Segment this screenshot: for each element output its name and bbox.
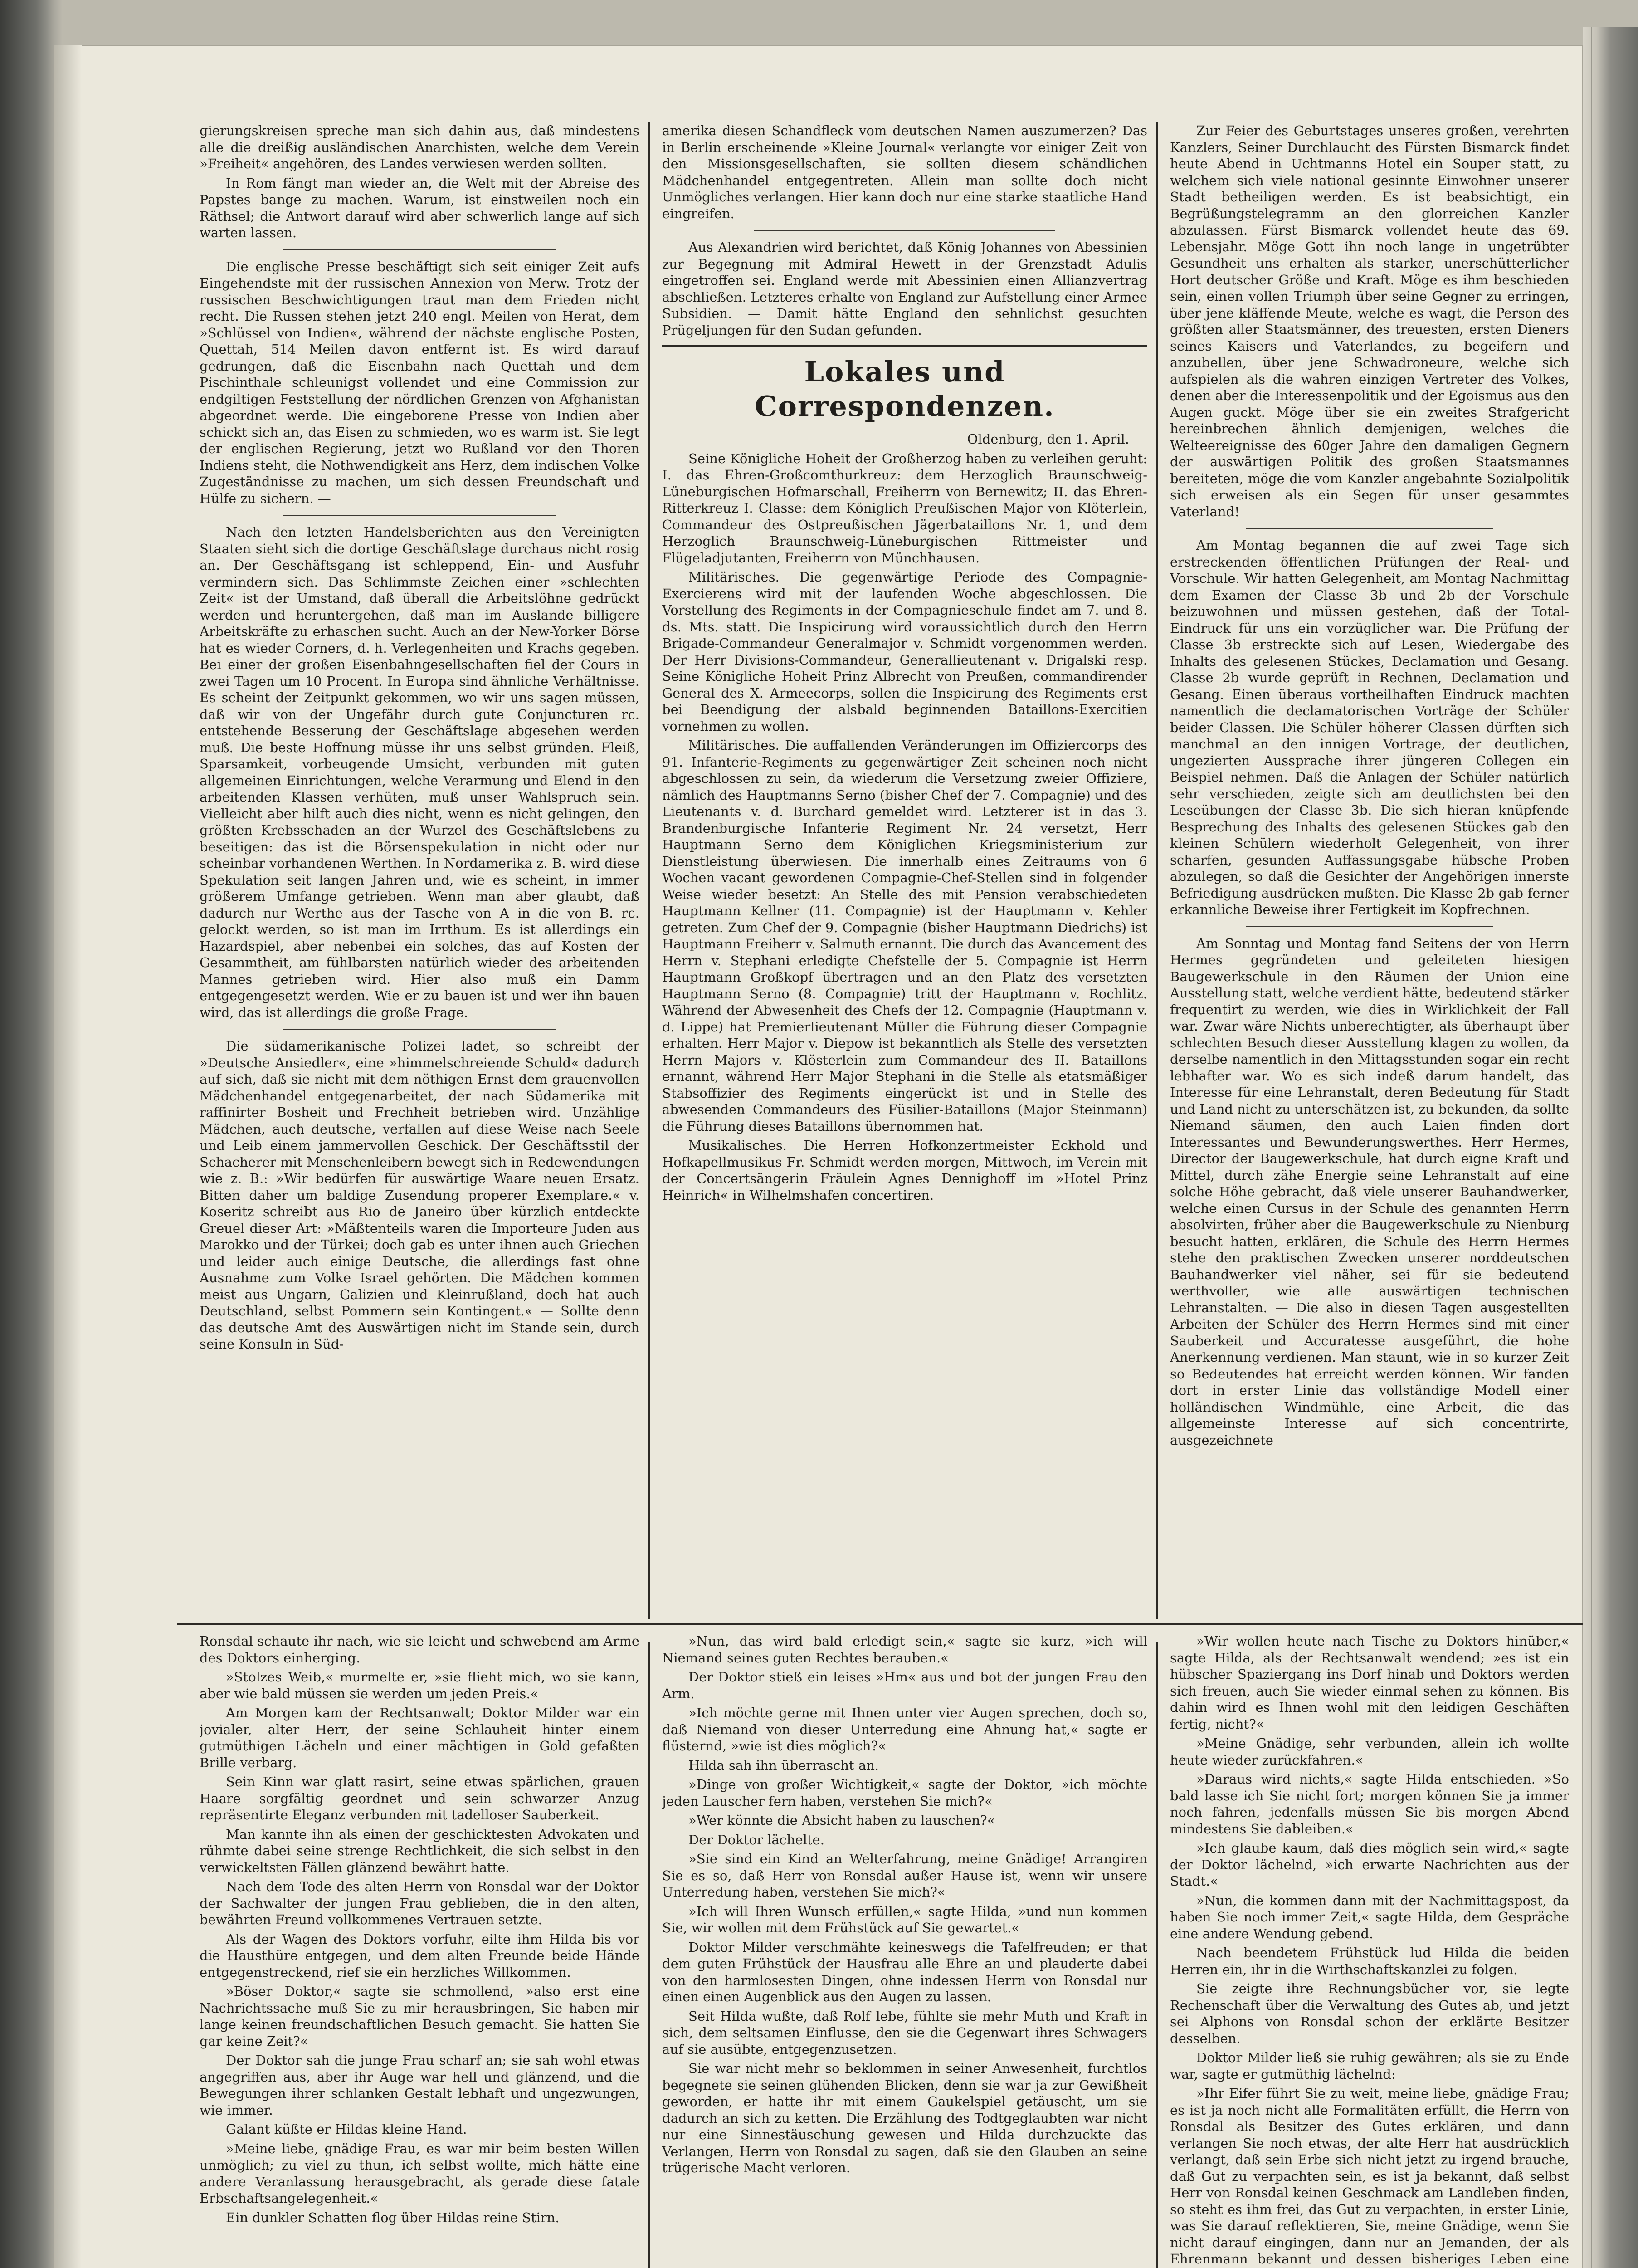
paragraph: In Rom fängt man wieder an, die Welt mit der Abreise des Papstes bange zu machen. Warum, ist einstweilen noch ein Räthsel; die Antwort darauf wird aber schwerlich lange auf sich warten lassen. (200, 175, 639, 240)
dateline: Oldenburg, den 1. April. (967, 431, 1129, 447)
paragraph: Die südamerikanische Polizei ladet, so schreibt der »Deutsche Ansiedler«, eine »himmelschreiende Schuld« dadurch auf sich, daß sie nicht mit dem nöthigen Ernst dem grauenvollen Mädchenhandel entgegenarbeitet, der nach Südamerika mit raffinirter Bosheit und Frechheit betrieben wird. Unzählige Mädchen, auch deutsche, verfallen auf diese Weise nach Seele und Leib einem jammervollen Geschick. Der Geschäftsstil der Schacherer mit Menschenleibern bewegt sich in Redewendungen wie z. B.: »Wir bedürfen für auswärtige Waare neuen Ersatz. Bitten daher um baldige Zusendung properer Exemplare.« v. Koseritz schreibt aus Rio de Janeiro über kürzlich entdeckte Greuel dieser Art: »Mäßtenteils waren die Importeure Juden aus Marokko und der Türkei; doch gab es unter ihnen auch Griechen und leider auch einige Deutsche, die allerdings fast ohne Ausnahme zum Volke Israel gehörten. Die Mädchen kommen meist aus Ungarn, Galizien und Kleinrußland, doch hat auch Deutschland, selbst Pommern sein Kontingent.« — Sollte denn das deutsche Amt des Auswärtigen nicht im Stande sein, durch seine Konsuln in Süd- (200, 1038, 639, 1352)
paragraph: Nach beendetem Frühstück lud Hilda die beiden Herren ein, ihr in die Wirthschaftskanzlei zu folgen. (1170, 1945, 1569, 1977)
paragraph: Nach dem Tode des alten Herrn von Ronsdal war der Doktor der Sachwalter der jungen Frau geblieben, die in den alten, bewährten Freund vollkommenes Vertrauen setzte. (200, 1879, 639, 1927)
paragraph: Am Morgen kam der Rechtsanwalt; Doktor Milder war ein jovialer, alter Herr, der seine Schlauheit hinter einem gutmüthigen Lächeln und einer mächtigen in Gold gefaßten Brille verbarg. (200, 1705, 639, 1770)
paragraph: Seit Hilda wußte, daß Rolf lebe, fühlte sie mehr Muth und Kraft in sich, dem seltsamen Einflusse, den sie die Gegenwart ihres Schwagers auf sie ausübte, entgegenzusetzen. (662, 2008, 1147, 2057)
next-page-edge (1583, 27, 1638, 2268)
paragraph: Aus Alexandrien wird berichtet, daß König Johannes von Abessinien zur Begegnung mit Admiral Hewett in der Grenzstadt Adulis eingetroffen sei. England werde mit Abessinien einen Allianzvertrag abschließen. Letzteres erhalte von England zur Aufstellung einer Armee Subsidien. — Damit hätte England den sehnlichst gesuchten Prügeljungen für den Sudan gefunden. (662, 240, 1147, 338)
column-2 (662, 122, 1147, 1615)
paragraph: Sein Kinn war glatt rasirt, seine etwas spärlichen, grauen Haare sorgfältig geordnet und sein schwarzer Anzug repräsentirte Eleganz verbunden mit tadelloser Sauberkeit. (200, 1774, 639, 1823)
paragraph: Zur Feier des Geburtstages unseres großen, verehrten Kanzlers, Seiner Durchlaucht des Fürsten Bismarck findet heute Abend in Uchtmanns Hotel ein Souper statt, zu welchem sich viele national gesinnte Einwohner unserer Stadt betheiligen werden. Es ist beabsichtigt, ein Begrüßungstelegramm an den glorreichen Kanzler abzulassen. Fürst Bismarck vollendet heute das 69. Lebensjahr. Möge Gott ihn noch lange in ungetrübter Gesundheit uns erhalten als starker, unerschütterlicher Hort deutscher Größe und Kraft. Möge es ihm beschieden sein, einen vollen Triumph über seine Gegner zu erringen, über jene kläffende Meute, welche es wagt, die Person des größten aller Staatsmänner, des treuesten, ersten Dieners seines Kaisers und Vaterlandes, zu begeifern und anzubellen, über jene Schwadroneure, welche sich aufspielen als die wahren einzigen Vertreter des Volkes, denen aber die Interessenpolitik und der Egoismus aus den Augen guckt. Möge über sie ein zweites Strafgericht hereinbrechen ähnlich demjenigen, welches die Welteereignisse des 60ger Jahre den damaligen Gegnern der auswärtigen Politik des großen Staatsmannes bereiteten, möge die vom Kanzler angebahnte Sozialpolitik sich erweisen als ein Segen für unser gesammtes Vaterland! (1170, 123, 1569, 519)
divider (754, 230, 1055, 231)
paragraph: amerika diesen Schandfleck vom deutschen Namen auszumerzen? Das in Berlin erscheinende »Kleine Journal« verlangte vor einiger Zeit von den Missionsgesellschaften, sie sollten diesem schändlichen Mädchenhandel entgegentreten. Allein man sollte doch nicht Unmögliches verlangen. Hier kann doch nur eine starke staatliche Hand eingreifen. (662, 123, 1147, 221)
paragraph: Militärisches. Die auffallenden Veränderungen im Offiziercorps des 91. Infanterie-Regiments zu gegenwärtiger Zeit scheinen noch nicht abgeschlossen zu sein, da wiederum die Versetzung zweier Offiziere, nämlich des Hauptmanns Serno (bisher Chef der 7. Compagnie) und des Lieutenants v. d. Burchard gemeldet wird. Letzterer ist in das 3. Brandenburgische Infanterie Regiment Nr. 24 versetzt, Herr Hauptmann Serno dem Königlichen Kriegsministerium zur Dienstleistung überwiesen. Die innerhalb eines Zeitraums von 6 Wochen vacant gewordenen Compagnie-Chef-Stellen sind in folgender Weise wieder besetzt: An Stelle des mit Pension verabschiedeten Hauptmann Kellner (11. Compagnie) ist der Hauptmann v. Kehler getreten. Zum Chef der 9. Compagnie (bisher Hauptmann Diedrichs) ist Hauptmann Freiherr v. Salmuth ernannt. Die durch das Avancement des Herrn v. Stephani erledigte Chefstelle der 5. Compagnie ist Herrn Hauptmann Großkopf übertragen und an den Platz des versetzten Hauptmann Serno (8. Compagnie) tritt der Hauptmann v. Rochlitz. Während der Abwesenheit des Chefs der 12. Compagnie (Hauptmann v. d. Lippe) hat Premierlieutenant Müller die Führung dieser Compagnie erhalten. Herr Major v. Diepow ist bekanntlich als Stelle des versetzten Herrn Majors v. Klösterlein zum Commandeur des II. Bataillons ernannt, während Herr Major Stephani in die Stelle als etatsmäßiger Stabsoffizier des Regiments eingerückt ist und in Stelle des abwesenden Commandeurs des Füsilier-Bataillons (Major Steinmann) die Führung dieses Bataillons übernommen hat. (662, 738, 1147, 1134)
paragraph: Die englische Presse beschäftigt sich seit einiger Zeit aufs Eingehendste mit der russischen Annexion von Merw. Trotz der russischen Beschwichtigungen traut man dem Frieden nicht recht. Die Russen stehen jetzt 240 engl. Meilen von Herat, dem »Schlüssel von Indien«, während der nächste englische Posten, Quettah, 514 Meilen davon entfernt ist. Es wird darauf gedrungen, daß die Eisenbahn nach Quettah und dem Pischinthale schleunigst vollendet und eine Commission zur endgiltigen Feststellung der nördlichen Grenzen von Afghanistan abgeordnet werde. Die eingeborene Presse von Indien aber schickt sich an, das Eisen zu schmieden, wo es warm ist. Sie legt der englischen Regierung, jetzt wo Rußland vor den Thoren Indiens steht, die Nothwendigkeit ans Herz, dem indischen Volke Zugeständnisse zu machen, um sich dessen Freundschaft und Hülfe zu sichern. — (200, 259, 639, 506)
paragraph: Ein dunkler Schatten flog über Hildas reine Stirn. (226, 2209, 560, 2225)
paragraph: Der Doktor sah die junge Frau scharf an; sie sah wohl etwas angegriffen aus, aber ihr Auge war hell und glänzend, und die Bewegungen ihrer schlanken Gestalt lebhaft und ungezwungen, wie immer. (200, 2053, 639, 2118)
paragraph: »Ich will Ihren Wunsch erfüllen,« sagte Hilda, »und nun kommen Sie, wir wollen mit dem Frühstück auf Sie gewartet.« (662, 1903, 1147, 1936)
paragraph: »Daraus wird nichts,« sagte Hilda entschieden. »So bald lasse ich Sie nicht fort; morgen können Sie ja immer noch fahren, jedenfalls müssen Sie bis morgen Abend mindestens Sie dableiben.« (1170, 1771, 1569, 1837)
paragraph: Doktor Milder verschmähte keineswegs die Tafelfreuden; er that dem guten Frühstück der Hausfrau alle Ehre an und plauderte dabei von den harmlosesten Dingen, ohne indessen Herrn von Ronsdal nur einen einen Augenblick aus den Augen zu lassen. (662, 1939, 1147, 2004)
divider (1246, 528, 1493, 529)
paragraph: Doktor Milder ließ sie ruhig gewähren; als sie zu Ende war, sagte er gutmüthig lächelnd: (1170, 2050, 1569, 2082)
paragraph: Seine Königliche Hoheit der Großherzog haben zu verleihen geruht: I. das Ehren-Großcomthurkreuz: dem Herzoglich Braunschweig-Lüneburgischen Hofmarschall, Freiherrn von Bernewitz; II. das Ehren-Ritterkreuz I. Classe: dem Königlich Preußischen Major von Klöterlein, Commandeur des Ostpreußischen Jägerbataillons Nr. 1, und dem Herzoglich Braunschweig-Lüneburgischen Rittmeister und Flügeladjutanten, Freiherrn von Münchhausen. (662, 450, 1147, 566)
paragraph: »Sie sind ein Kind an Welterfahrung, meine Gnädige! Arrangiren Sie es so, daß Herr von Ronsdal außer Hause ist, wenn wir unsere Unterredung haben, verstehen Sie mich?« (662, 1851, 1147, 1900)
paragraph: »Stolzes Weib,« murmelte er, »sie flieht mich, wo sie kann, aber wie bald müssen sie werden um jeden Preis.« (200, 1669, 639, 1701)
paragraph: »Meine liebe, gnädige Frau, es war mir beim besten Willen unmöglich; zu viel zu thun, ich selbst wollte, mich hätte eine andere Veranlassung herausgebracht, als gerade diese fatale Erbschaftsangelegenheit.« (200, 2141, 639, 2206)
paragraph: »Ihr Eifer führt Sie zu weit, meine liebe, gnädige Frau; es ist ja noch nicht alle Formalitäten erfüllt, die Herrn von Ronsdal als Besitzer des Gutes erklären, und dann verlangen Sie noch etwas, der alte Herr hat ausdrücklich verlangt, daß sein Erbe sich nicht jetzt zu irgend brauche, daß Gut zu verpachten sein, es ist ja bekannt, daß selbst Herr von Ronsdal keinen Geschmack am Landleben finden, so steht es ihm frei, das Gut zu verpachten, in erster Linie, was Sie darauf reflektieren, Sie, meine Gnädige, wenn Sie nicht darauf eingingen, dann nur an Jemanden, der als Ehrenmann bekannt und dessen bisheriges Leben eine (1170, 2086, 1569, 2267)
paragraph: Musikalisches. Die Herren Hofkonzertmeister Eckhold und Hofkapellmusikus Fr. Schmidt werden morgen, Mittwoch, im Verein mit der Concertsängerin Fräulein Agnes Dennighoff im »Hotel Prinz Heinrich« in Wilhelmshafen concertiren. (662, 1138, 1147, 1203)
column-3 (1170, 122, 1569, 1615)
section-heading: Lokales und Correspondenzen. (755, 355, 1055, 423)
paragraph: Nach den letzten Handelsberichten aus den Vereinigten Staaten sieht sich die dortige Geschäftslage durchaus nicht rosig an. Der Geschäftsgang ist schleppend, Ein- und Ausfuhr vermindern sich. Das Schlimmste Zeichen einer »schlechten Zeit« ist der Umstand, daß überall die Arbeitslöhne gedrückt werden und heruntergehen, daß man im Auslande billigere Arbeitskräfte zu erhaschen sucht. Auch an der New-Yorker Börse hat es wieder Corners, d. h. Verlegenheiten und Krachs gegeben. Bei einer der großen Eisenbahngesellschaften fiel der Cours in zwei Tagen um 10 Procent. In Europa sind ähnliche Verhältnisse. Es scheint der Zeitpunkt gekommen, wo wir uns sagen müssen, daß wir von der Ungefähr durch gute Conjuncturen rc. entstehende Besserung der Geschäftslage abgesehen werden muß. Die beste Hoffnung müsse ihr uns selbst gründen. Fleiß, Sparsamkeit, vorbeugende Umsicht, verbunden mit guten allgemeinen Einrichtungen, welche Verarmung und Elend in den arbeitenden Klassen verhüten, muß unser Wahlspruch sein. Vielleicht aber hilft auch dies nicht, wenn es nicht gelingen, den größten Krebsschaden an der Wurzel des Geschäftslebens zu beseitigen: das ist die Börsenspekulation in nicht oder nur scheinbar vorhandenen Werthen. In Nordamerika z. B. wird diese Spekulation seit langen Jahren und, wie es scheint, in immer größerem Umfange getrieben. Wenn man aber glaubt, daß dadurch nur Werthe aus der Tasche von A in die von B. rc. gelockt werden, so ist man im Irrthum. Es ist allerdings ein Hazardspiel, aber nebenbei ein solches, das auf Kosten der Gesammtheit, am fühlbarsten natürlich wieder des arbeitenden Mannes getrieben wird. Hier also muß ein Damm entgegengesetzt werden. Wie er zu bauen ist und wer ihn bauen wird, das ist allerdings die große Frage. (200, 524, 639, 1020)
newspaper-page (54, 45, 1583, 2268)
paragraph: »Wir wollen heute nach Tische zu Doktors hinüber,« sagte Hilda, als der Rechtsanwalt wendend; »es ist ein hübscher Spaziergang ins Dorf hinab und Doktors werden sich freuen, auch Sie wieder einmal sehen zu können. Bis dahin wird es Ihnen wohl mit den leidigen Geschäften fertig, nicht?« (1170, 1633, 1569, 1732)
paragraph: »Nun, die kommen dann mit der Nachmittagspost, da haben Sie noch immer Zeit,« sagte Hilda, dem Gespräche eine andere Wendung gebend. (1170, 1892, 1569, 1941)
paragraph: »Ich möchte gerne mit Ihnen unter vier Augen sprechen, doch so, daß Niemand von dieser Unterredung eine Ahnung hat,« sagte er flüsternd, »wie ist dies möglich?« (662, 1705, 1147, 1754)
feuilleton-column-1 (200, 1633, 639, 2268)
column-rule (648, 122, 650, 1619)
paragraph: Am Montag begannen die auf zwei Tage sich erstreckenden öffentlichen Prüfungen der Real- und Vorschule. Wir hatten Gelegenheit, am Montag Nachmittag dem Examen der Classe 3b und 2b der Vorschule beizuwohnen und müssen gestehen, daß der Total-Eindruck für uns ein vorzüglicher war. Die Prüfung der Classe 3b erstreckte sich auf Lesen, Wiedergabe des Inhalts des gelesenen Stückes, Declamation und Gesang. Classe 2b wurde geprüft in Rechnen, Declamation und Gesang. Einen überaus vortheilhaften Eindruck machten namentlich die declamatorischen Vorträge der Schüler beider Classen. Die Schüler höherer Classen dürften sich manchmal an den innigen Vortrage, der deutlichen, ungezierten Aussprache ihrer jüngeren Collegen ein Beispiel nehmen. Daß die Anlagen der Schüler natürlich sehr verschieden, zeigte sich am deutlichsten bei den Leseübungen der Classe 3b. Die sich hieran knüpfende Besprechung des Inhalts des gelesenen Stückes gab den kleinen Schülern wiederholt Gelegenheit, von ihrer scharfen, gesunden Auffassungsgabe hübsche Proben abzulegen, so daß die Gesichter der Angehörigen innerste Befriedigung ausdrücken mußten. Die Klasse 2b gab ferner erkannliche Beweise ihrer Fertigkeit im Kopfrechnen. (1170, 538, 1569, 917)
paragraph: »Böser Doktor,« sagte sie schmollend, »also erst eine Nachrichtssache muß Sie zu mir herausbringen, Sie haben mir lange keinen freundschaftlichen Besuch gemacht. Sie hatten Sie gar keine Zeit?« (200, 1984, 639, 2049)
paragraph: »Nun, das wird bald erledigt sein,« sagte sie kurz, »ich will Niemand seines guten Rechtes berauben.« (662, 1633, 1147, 1666)
paragraph: Sie zeigte ihre Rechnungsbücher vor, sie legte Rechenschaft über die Verwaltung des Gutes ab, und jetzt sei Alphons von Ronsdal schon der erklärte Besitzer desselben. (1170, 1981, 1569, 2046)
paragraph: Der Doktor lächelte. (688, 1832, 824, 1848)
paragraph: »Meine Gnädige, sehr verbunden, allein ich wollte heute wieder zurückfahren.« (1170, 1735, 1569, 1768)
feuilleton-column-3 (1170, 1633, 1569, 2268)
paragraph: Galant küßte er Hildas kleine Hand. (226, 2121, 467, 2137)
paragraph: »Wer könnte die Absicht haben zu lauschen?« (688, 1813, 995, 1828)
column-rule (648, 1642, 650, 2268)
paragraph: Militärisches. Die gegenwärtige Periode des Compagnie-Exercierens wird mit der laufenden Woche abgeschlossen. Die Vorstellung des Regiments in der Compagnieschule findet am 7. und 8. ds. Mts. statt. Die Inspicirung wird voraussichtlich durch den Herrn Brigade-Commandeur Generalmajor v. Schmidt vorgenommen werden. Der Herr Divisions-Commandeur, Generallieutenant v. Drigalski resp. Seine Königliche Hoheit Prinz Albrecht von Preußen, commandirender General des X. Armeecorps, sollen die Inspicirung des Regiments erst bei Beendigung der alsbald beginnenden Bataillons-Exercitien vornehmen zu wollen. (662, 569, 1147, 734)
column-rule (1156, 1642, 1158, 2268)
section-rule (662, 345, 1147, 347)
paragraph: Am Sonntag und Montag fand Seitens der von Herrn Hermes gegründeten und geleiteten hiesigen Baugewerkschule in den Räumen der Union eine Ausstellung statt, welche verdient hätte, bedeutend stärker frequentirt zu werden, wie dies in Wirklichkeit der Fall war. Zwar wäre Nichts unberechtigter, als überhaupt über schlechten Besuch dieser Ausstellung klagen zu wollen, da derselbe namentlich in den Mittagsstunden sogar ein recht lebhafter war. Wo es sich indeß darum handelt, das Interesse für eine Lehranstalt, deren Bedeutung für Stadt und Land nicht zu unterschätzen ist, zu bekunden, da sollte Niemand säumen, den auch Laien finden dort Interessantes und Bewunderungswerthes. Herr Hermes, Director der Baugewerkschule, hat durch eigne Kraft und Mittel, durch zähe Energie seine Lehranstalt auf eine solche Höhe gebracht, daß viele unserer Bauhandwerker, welche einen Cursus in der Schule des genannten Herrn absolvirten, früher aber die Baugewerkschule zu Nienburg besucht hatten, erklären, die Schule des Herrn Hermes stehe den praktischen Zwecken unserer norddeutschen Bauhandwerker viel näher, sei für sie bedeutend werthvoller, wie alle auswärtigen technischen Lehranstalten. — Die also in diesen Tagen ausgestellten Arbeiten der Schüler des Herrn Hermes sind mit einer Sauberkeit und Accuratesse ausgeführt, die hohe Anerkennung verdienen. Man staunt, wie in so kurzer Zeit so Bedeutendes hat erreicht werden können. Wir fanden dort in erster Linie das vollständige Modell einer holländischen Windmühle, eine Arbeit, die das allgemeinste Interesse auf sich concentrirte, ausgezeichnete (1170, 935, 1569, 1448)
paragraph: »Ich glaube kaum, daß dies möglich sein wird,« sagte der Doktor lächelnd, »ich erwarte Nachrichten aus der Stadt.« (1170, 1840, 1569, 1889)
divider (283, 249, 556, 250)
column-1 (200, 122, 639, 1615)
paragraph: Sie war nicht mehr so beklommen in seiner Anwesenheit, furchtlos begegnete sie seinen glühenden Blicken, denn sie war ja zur Gewißheit geworden, er hatte ihr mit einem Gaukelspiel getäuscht, um sie dadurch an sich zu ketten. Die Erzählung des Todtgeglaubten war nicht nur eine Sinnestäuschung gewesen und Hilda durchzuckte das Verlangen, Herrn von Ronsdal zu sagen, daß sie den Glauben an seine trügerische Macht verloren. (662, 2061, 1147, 2175)
paragraph: Der Doktor stieß ein leises »Hm« aus und bot der jungen Frau den Arm. (662, 1669, 1147, 1701)
paragraph: »Dinge von großer Wichtigkeit,« sagte der Doktor, »ich möchte jeden Lauscher fern haben, verstehen Sie mich?« (662, 1777, 1147, 1809)
paragraph: Als der Wagen des Doktors vorfuhr, eilte ihm Hilda bis vor die Hausthüre entgegen, und dem alten Freunde beide Hände entgegenstreckend, rief sie ein herzliches Willkommen. (200, 1931, 639, 1980)
paragraph: Man kannte ihn als einen der geschicktesten Advokaten und rühmte dabei seine strenge Rechtlichkeit, die sich selbst in den verwickeltsten Fällen glänzend bewährt hatte. (200, 1826, 639, 1875)
paragraph: Ronsdal schaute ihr nach, wie sie leicht und schwebend am Arme des Doktors einherging. (200, 1633, 639, 1666)
feuilleton-rule (177, 1623, 1583, 1625)
divider (283, 515, 556, 516)
divider (1246, 926, 1493, 927)
paragraph: Hilda sah ihn überrascht an. (688, 1757, 879, 1773)
divider (283, 1029, 556, 1030)
feuilleton-column-2 (662, 1633, 1147, 2268)
column-rule (1156, 122, 1158, 1619)
paragraph: gierungskreisen spreche man sich dahin aus, daß mindestens alle die dreißig ausländischen Anarchisten, welche dem Verein »Freiheit« angehören, des Landes verwiesen werden sollten. (200, 123, 639, 171)
